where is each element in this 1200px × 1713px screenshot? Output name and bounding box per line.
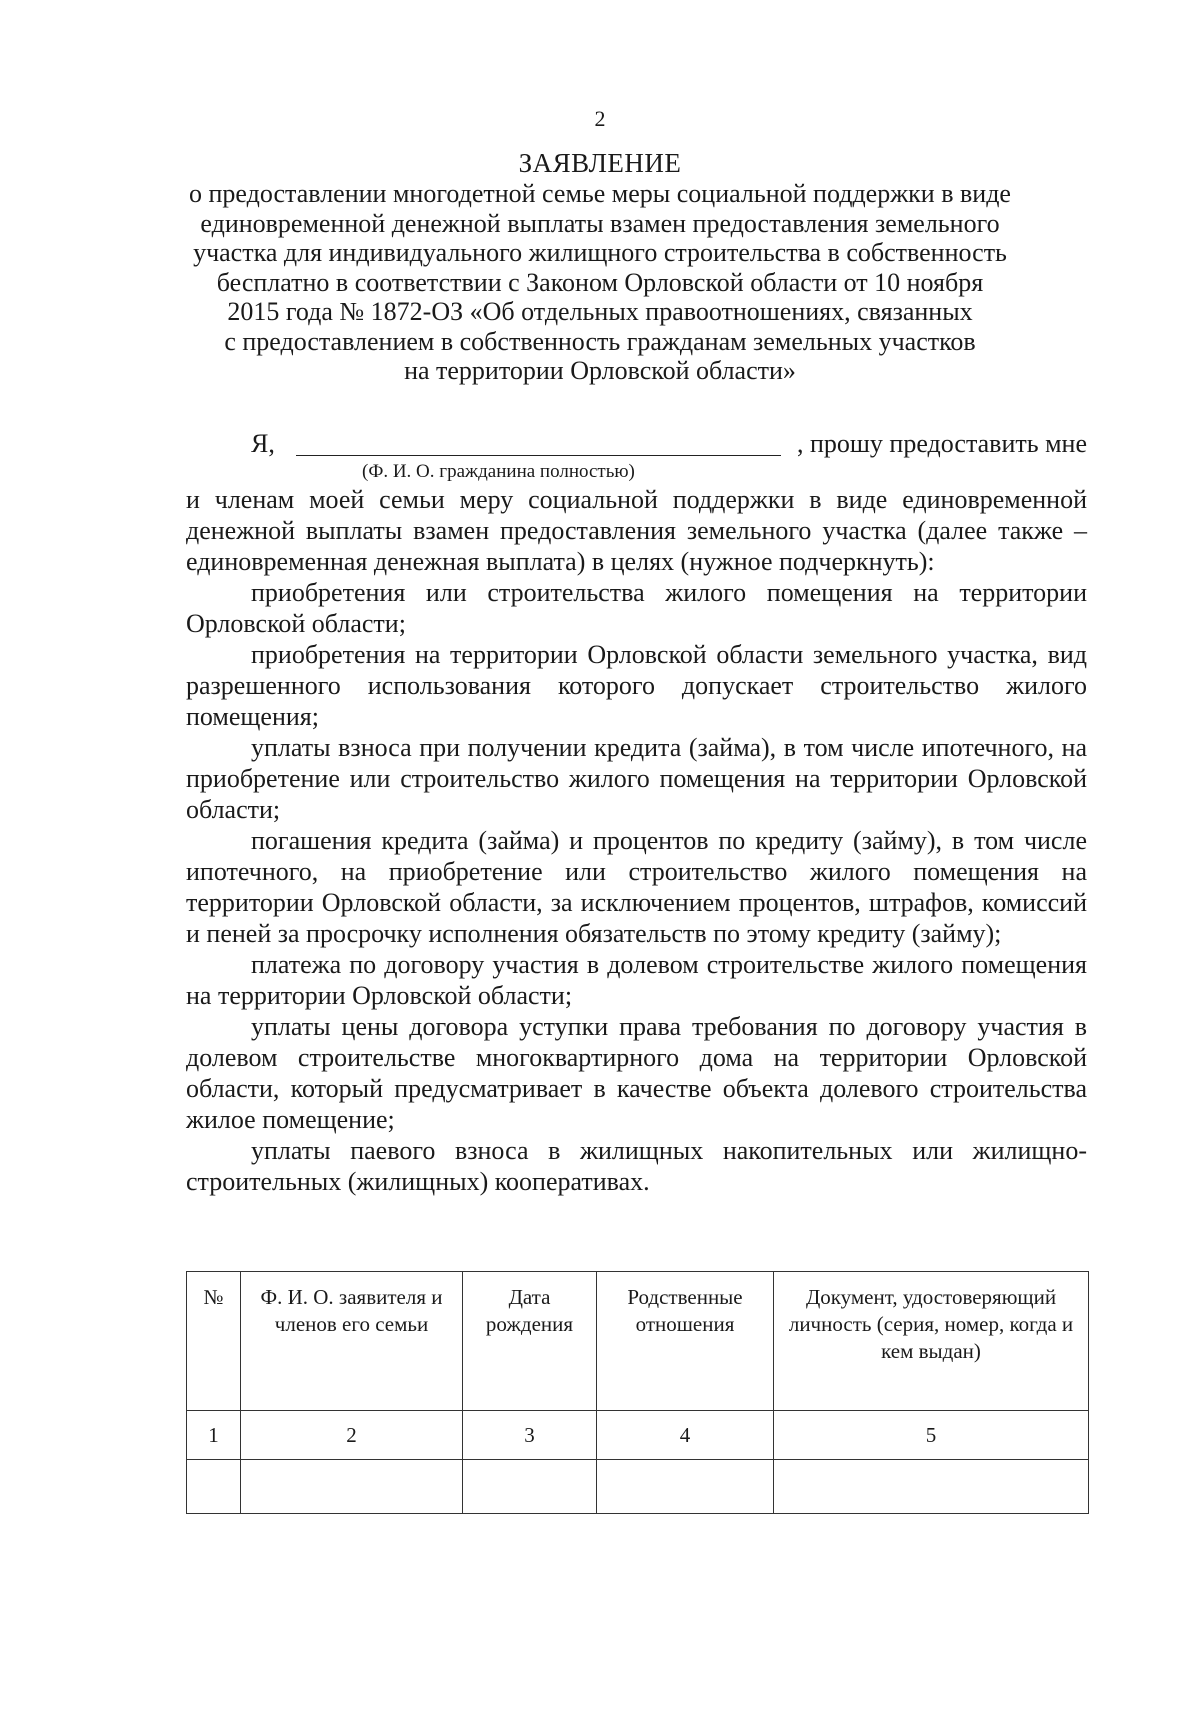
subtitle-line: на территории Орловской области» — [404, 356, 796, 385]
column-number: 4 — [597, 1411, 774, 1460]
purpose-option[interactable]: приобретения на территории Орловской области земельного участка, вид разрешенного использования которого допускает строительство жилого помещения; — [186, 640, 1087, 731]
table-cell[interactable] — [597, 1460, 774, 1514]
application-body — [186, 484, 1087, 1197]
applicant-suffix: , прошу предоставить мне — [797, 429, 1087, 458]
subtitle-line: бесплатно в соответствии с Законом Орловской области от 10 ноября — [216, 267, 984, 297]
header-full-name: Ф. И. О. заявителя и членов его семьи — [241, 1272, 463, 1411]
subtitle-line: 2015 года № 1872-ОЗ «Об отдельных правоотношениях, связанных — [227, 297, 973, 326]
column-number: 5 — [774, 1411, 1089, 1460]
table-cell[interactable] — [774, 1460, 1089, 1514]
column-number: 1 — [187, 1411, 241, 1460]
table-cell[interactable] — [241, 1460, 463, 1514]
header-birth-date: Дата рождения — [463, 1272, 597, 1411]
table-cell[interactable] — [187, 1460, 241, 1514]
subtitle-line: о предоставлении многодетной семье меры социальной поддержки в виде — [189, 179, 1011, 208]
purpose-option[interactable]: погашения кредита (займа) и процентов по кредиту (займу), в том числе ипотечного, на приобретение или строительство жилого помещения на территории Орловской области, за исключением процентов, штрафов, комиссий и пеней за просрочку исполнения обязательств по этому кредиту (займу); — [186, 826, 1087, 948]
applicant-name-caption: (Ф. И. О. гражданина полностью) — [362, 461, 635, 482]
column-number-row — [187, 1411, 1089, 1460]
subtitle-line: единовременной денежной выплаты взамен предоставления земельного — [200, 208, 1000, 238]
intro-paragraph: и членам моей семьи меру социальной поддержки в виде единовременной денежной выплаты взамен предоставления земельного участка (далее также – единовременная денежная выплата) в целях (нужное подчеркнуть): — [186, 485, 1087, 576]
document-subtitle — [180, 179, 1020, 386]
subtitle-line: с предоставлением в собственность гражданам земельных участков — [224, 326, 976, 356]
purpose-option[interactable]: уплаты взноса при получении кредита (займа), в том числе ипотечного, на приобретение или строительство жилого помещения на территории Орловской области; — [186, 733, 1087, 824]
family-members-table-wrap — [186, 1271, 1088, 1514]
document-title: ЗАЯВЛЕНИЕ — [518, 148, 682, 178]
column-number: 3 — [463, 1411, 597, 1460]
table-row — [187, 1460, 1089, 1514]
column-number: 2 — [241, 1411, 463, 1460]
purpose-option[interactable]: приобретения или строительства жилого помещения на территории Орловской области; — [186, 578, 1087, 638]
applicant-prefix: Я, — [251, 429, 275, 458]
purpose-option[interactable]: платежа по договору участия в долевом строительстве жилого помещения на территории Орловской области; — [186, 950, 1087, 1010]
purpose-option[interactable]: уплаты цены договора уступки права требования по договору участия в долевом строительстве многоквартирного дома на территории Орловской области, который предусматривает в качестве объекта долевого строительства жилое помещение; — [186, 1012, 1087, 1134]
table-header-row — [187, 1272, 1089, 1411]
header-number: № — [187, 1272, 241, 1411]
applicant-line — [186, 428, 1087, 460]
family-members-table — [186, 1271, 1089, 1514]
purpose-option[interactable]: уплаты паевого взноса в жилищных накопительных или жилищно-строительных (жилищных) кооперативах. — [186, 1136, 1087, 1196]
page-number: 2 — [594, 106, 606, 131]
table-cell[interactable] — [463, 1460, 597, 1514]
header-identity-document: Документ, удостоверяющий личность (серия, номер, когда и кем выдан) — [774, 1272, 1089, 1411]
applicant-name-blank[interactable] — [296, 455, 781, 456]
subtitle-line: участка для индивидуального жилищного строительства в собственность — [193, 238, 1007, 267]
header-relationship: Родственные отношения — [597, 1272, 774, 1411]
